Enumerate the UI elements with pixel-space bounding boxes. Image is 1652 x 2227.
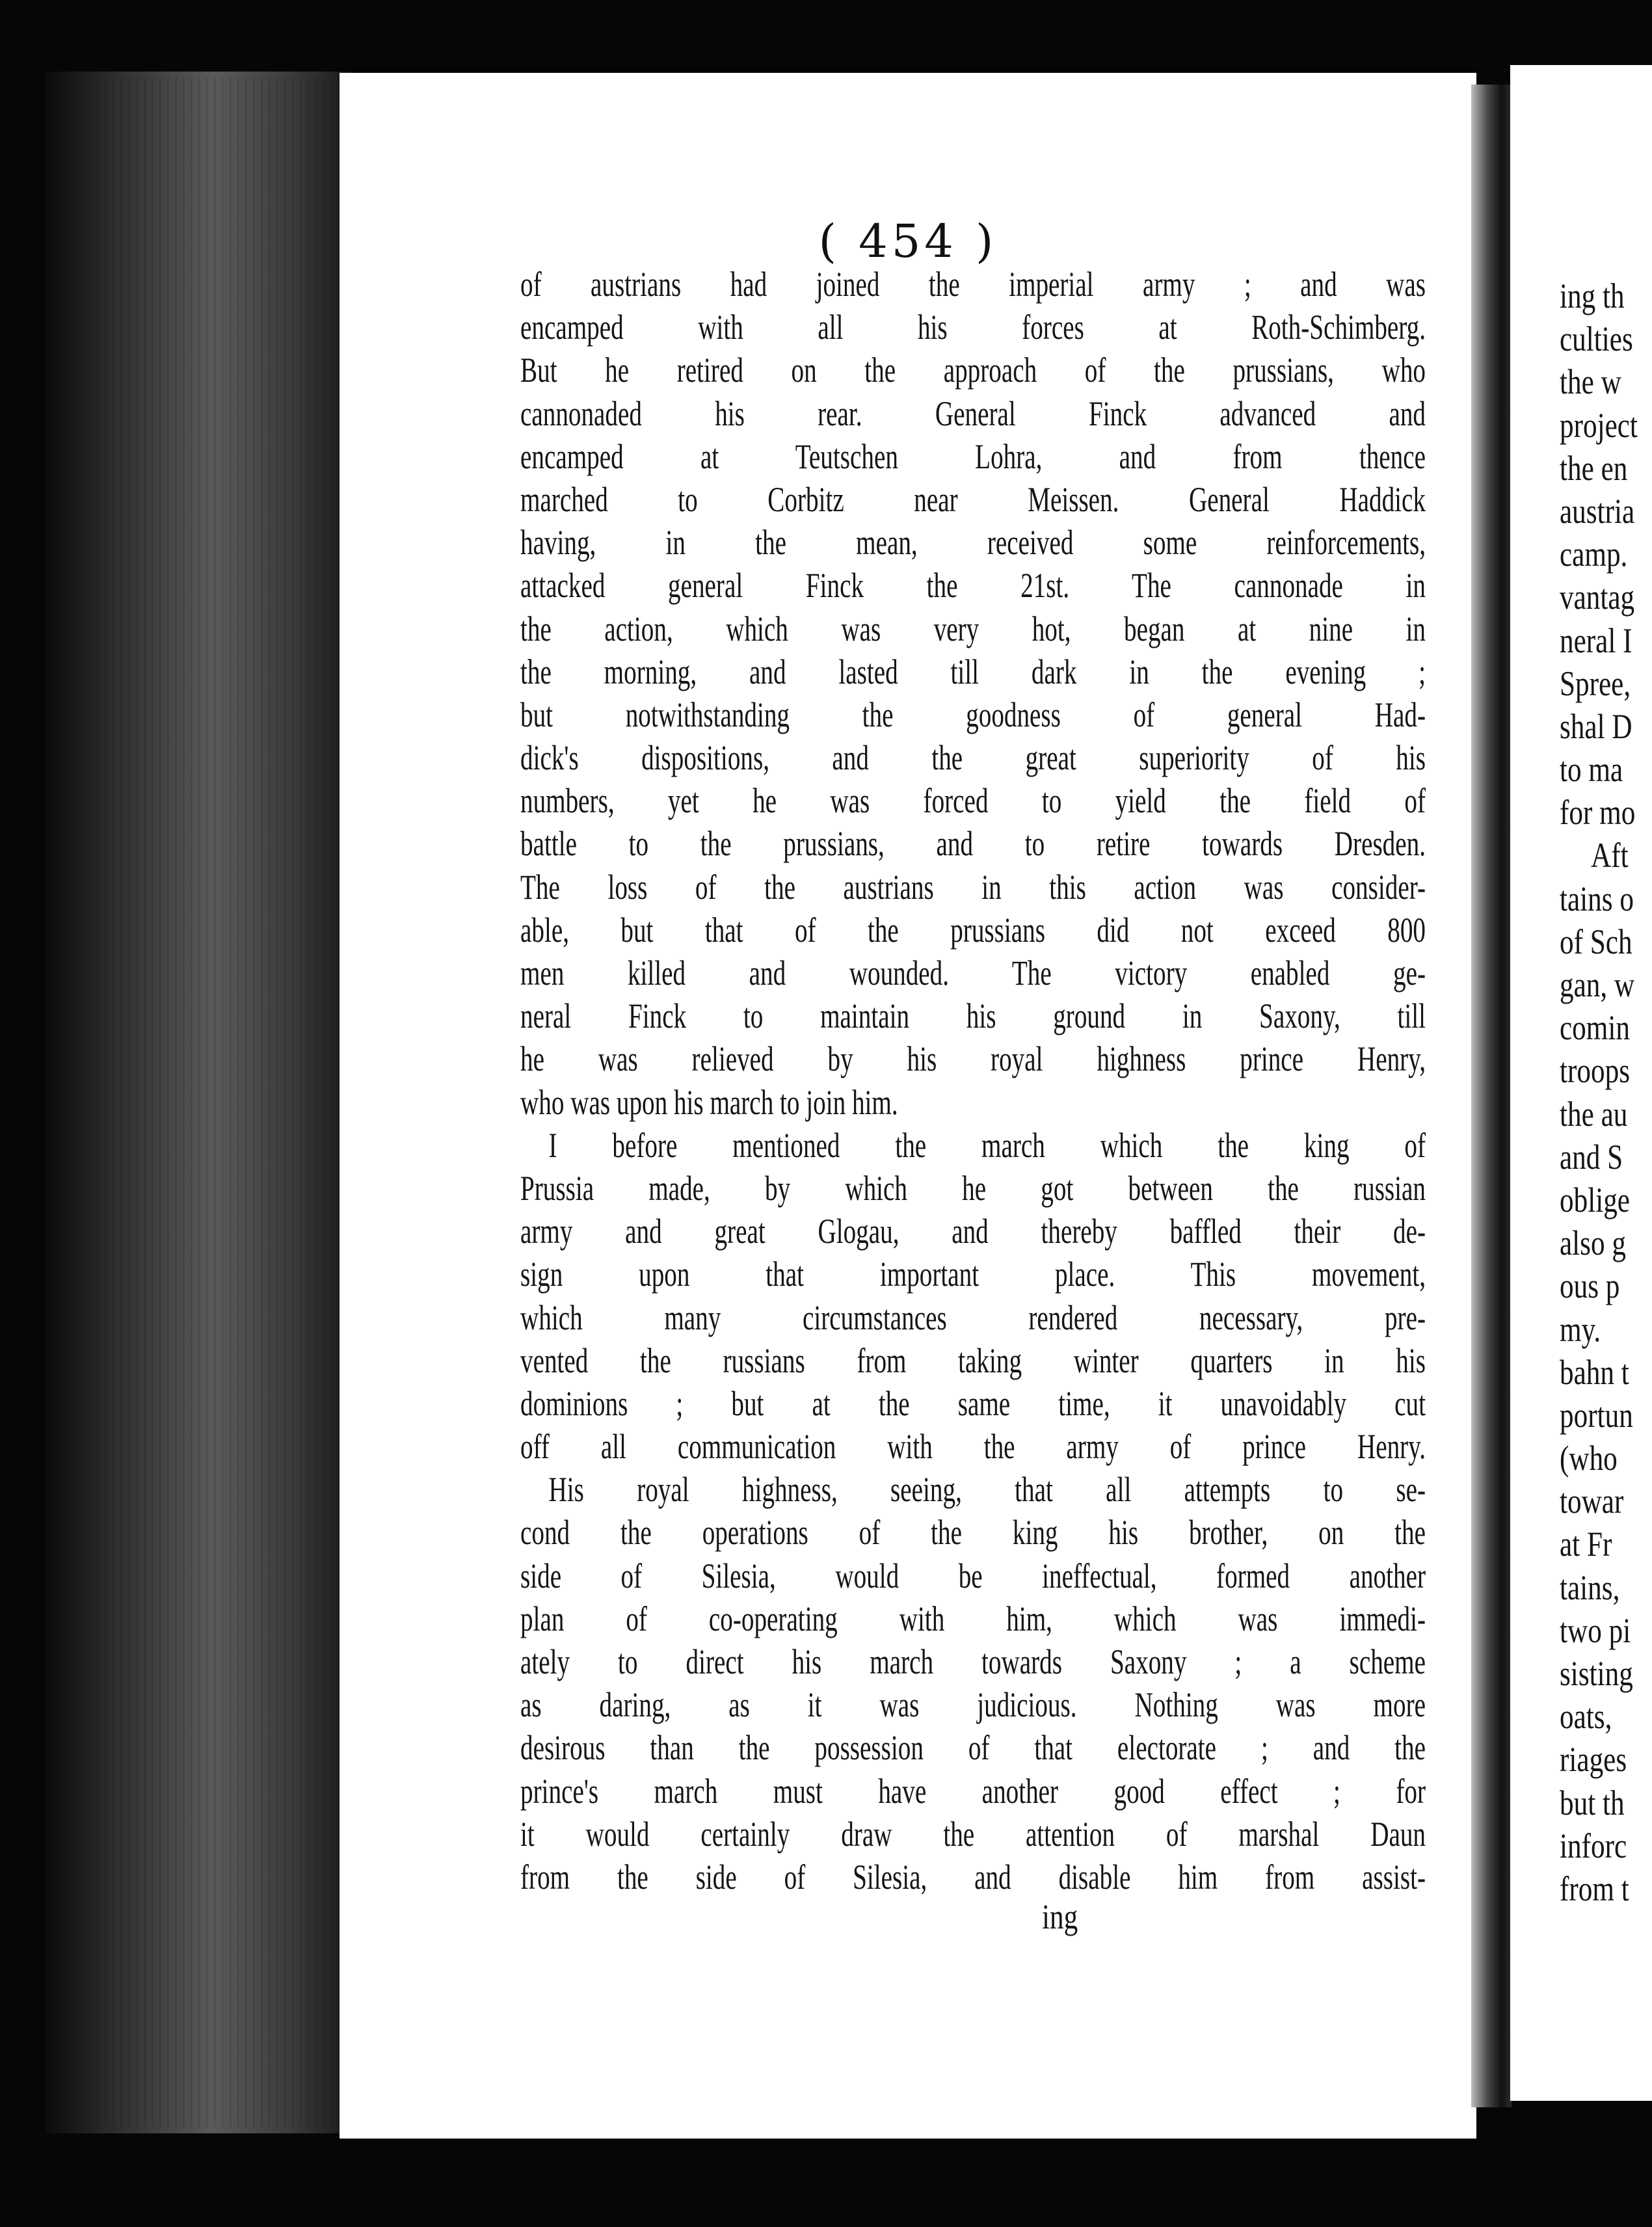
facing-text-line: neral I	[1560, 620, 1632, 660]
text-line: battle to the prussians, and to retire towards Dresden.	[520, 824, 1426, 864]
facing-text-line: of Sch	[1560, 922, 1632, 961]
text-line: But he retired on the approach of the prussians, who	[520, 351, 1426, 390]
facing-text-line: to ma	[1560, 750, 1623, 790]
text-line: the action, which was very hot, began at nine in	[520, 609, 1426, 648]
text-line: who was upon his march to join him.	[520, 1082, 898, 1122]
text-line: having, in the mean, received some reinforcements,	[520, 523, 1426, 563]
facing-text-line: sisting	[1560, 1654, 1633, 1693]
facing-text-line: and S	[1560, 1137, 1623, 1177]
facing-text-line: Spree,	[1560, 663, 1631, 703]
facing-text-line: riages	[1560, 1740, 1627, 1780]
facing-text-line: from t	[1560, 1869, 1629, 1908]
text-line: plan of co-operating with him, which was immedi-	[520, 1599, 1426, 1638]
text-line: encamped at Teutschen Lohra, and from thence	[520, 436, 1426, 476]
text-line: dick's dispositions, and the great superiority of his	[520, 738, 1426, 778]
facing-page-text	[1560, 274, 1652, 1910]
facing-text-line: two pi	[1560, 1610, 1631, 1650]
text-line: army and great Glogau, and thereby baffled their de-	[520, 1212, 1426, 1251]
facing-text-line: also g	[1560, 1223, 1626, 1263]
facing-text-line: shal D	[1560, 706, 1632, 746]
text-line: I before mentioned the march which the king of	[548, 1125, 1426, 1165]
facing-text-line: gan, w	[1560, 965, 1635, 1004]
text-line: of austrians had joined the imperial army ; and was	[520, 265, 1426, 304]
text-line: off all communication with the army of prince Henry.	[520, 1427, 1426, 1467]
text-line: from the side of Silesia, and disable him from assist-	[520, 1857, 1426, 1897]
facing-text-line: austria	[1560, 491, 1635, 531]
text-line: it would certainly draw the attention of marshal Daun	[520, 1814, 1426, 1854]
facing-text-line: inforc	[1560, 1826, 1627, 1865]
text-line: The loss of the austrians in this action was consider-	[520, 867, 1426, 907]
facing-text-line: bahn t	[1560, 1352, 1629, 1392]
catchword: ing	[1042, 1897, 1078, 1936]
text-line: Prussia made, by which he got between the russian	[520, 1168, 1426, 1208]
text-line: vented the russians from taking winter quarters in his	[520, 1340, 1426, 1380]
facing-text-line: vantag	[1560, 578, 1635, 617]
page-gutter	[1471, 85, 1512, 2107]
facing-text-line: the au	[1560, 1094, 1628, 1134]
facing-text-line: tains o	[1560, 879, 1634, 918]
facing-text-line: for mo	[1560, 793, 1636, 833]
text-line: side of Silesia, would be ineffectual, formed another	[520, 1556, 1426, 1595]
body-text	[520, 263, 1426, 1899]
text-line: dominions ; but at the same time, it unavoidably cut	[520, 1383, 1426, 1423]
text-line: able, but that of the prussians did not exceed 800	[520, 910, 1426, 950]
text-line: neral Finck to maintain his ground in Saxony, till	[520, 996, 1426, 1036]
text-line: sign upon that important place. This movement,	[520, 1255, 1426, 1294]
facing-text-line: at Fr	[1560, 1525, 1612, 1564]
facing-text-line: oblige	[1560, 1180, 1630, 1220]
facing-text-line: ing th	[1560, 276, 1625, 315]
text-line: as daring, as it was judicious. Nothing was more	[520, 1685, 1426, 1725]
text-line: but notwithstanding the goodness of general Had-	[520, 695, 1426, 734]
text-line: numbers, yet he was forced to yield the field of	[520, 781, 1426, 821]
text-line: the morning, and lasted till dark in the evening ;	[520, 652, 1426, 691]
text-line: His royal highness, seeing, that all attempts to se-	[548, 1470, 1426, 1510]
text-line: men killed and wounded. The victory enabled ge-	[520, 953, 1426, 993]
text-line: desirous than the possession of that electorate ; and the	[520, 1728, 1426, 1768]
text-line: attacked general Finck the 21st. The cannonade in	[520, 566, 1426, 606]
facing-text-line: project	[1560, 405, 1638, 445]
facing-text-line: portun	[1560, 1395, 1633, 1435]
facing-text-line: the w	[1560, 362, 1621, 402]
facing-text-line: my.	[1560, 1309, 1601, 1349]
page-number: ( 454 )	[818, 215, 998, 268]
text-line: marched to Corbitz near Meissen. General Haddick	[520, 479, 1426, 519]
text-line: cond the operations of the king his brother, on the	[520, 1513, 1426, 1553]
text-line: cannonaded his rear. General Finck advanced and	[520, 393, 1426, 433]
facing-text-line: Aft	[1591, 836, 1629, 875]
facing-text-line: troops	[1560, 1051, 1630, 1091]
facing-text-line: ous p	[1560, 1266, 1620, 1306]
text-line: ately to direct his march towards Saxony ; a scheme	[520, 1642, 1426, 1681]
text-line: prince's march must have another good effect ; for	[520, 1771, 1426, 1811]
facing-text-line: culties	[1560, 319, 1633, 359]
facing-text-line: tains,	[1560, 1567, 1620, 1607]
text-line: he was relieved by his royal highness prince Henry,	[520, 1039, 1426, 1079]
facing-text-line: comin	[1560, 1008, 1630, 1048]
facing-text-line: but th	[1560, 1783, 1625, 1822]
fore-edge-texture	[91, 78, 338, 2127]
book-page	[340, 73, 1476, 2139]
facing-text-line: the en	[1560, 448, 1628, 488]
facing-text-line: oats,	[1560, 1697, 1612, 1737]
text-line: which many circumstances rendered necessary, pre-	[520, 1298, 1426, 1337]
facing-text-line: camp.	[1560, 535, 1628, 574]
text-line: encamped with all his forces at Roth-Schimberg.	[520, 308, 1426, 347]
facing-text-line: (who	[1560, 1439, 1618, 1478]
facing-text-line: towar	[1560, 1482, 1624, 1521]
